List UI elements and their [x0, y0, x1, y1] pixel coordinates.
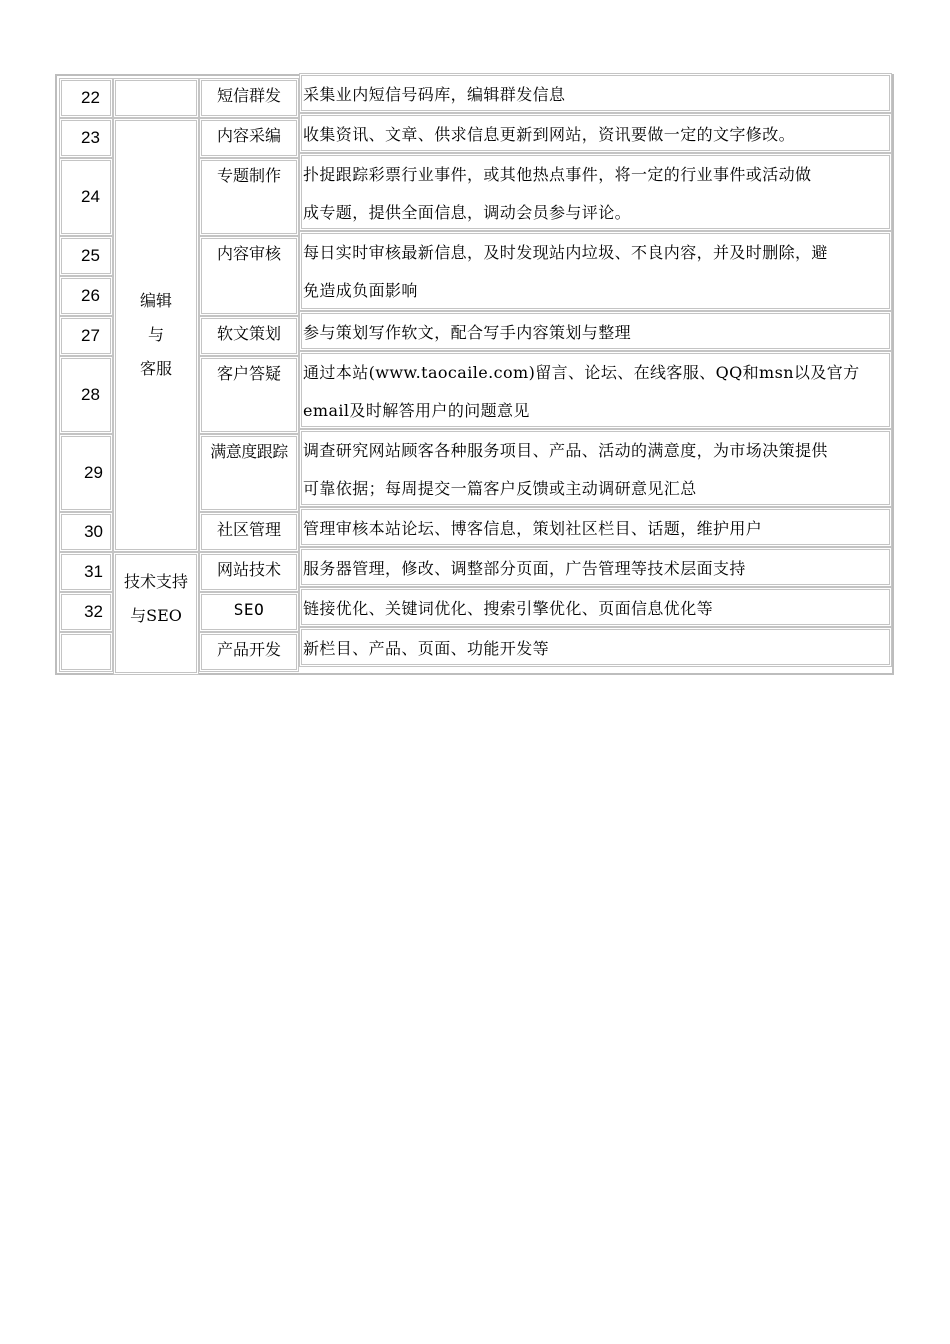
desc-line: 新栏目、产品、页面、功能开发等 — [303, 639, 550, 658]
item-name: 社区管理 — [199, 512, 299, 552]
row-number: 30 — [59, 512, 113, 552]
row-number: 23 — [59, 118, 113, 158]
desc-line: 管理审核本站论坛、博客信息，策划社区栏目、话题，维护用户 — [303, 519, 763, 538]
item-name: 内容采编 — [199, 118, 299, 158]
desc-line: 采集业内短信号码库，编辑群发信息 — [303, 85, 566, 104]
row-number: 26 — [59, 276, 113, 316]
item-description — [299, 627, 892, 667]
category-label: 编辑 — [139, 291, 172, 310]
desc-line: 免造成负面影响 — [303, 281, 418, 300]
category-label: 客服 — [139, 359, 172, 378]
item-name: 专题制作 — [199, 158, 299, 236]
item-description — [299, 587, 892, 627]
category-label: 技术支持 — [123, 572, 188, 591]
duty-table — [55, 74, 894, 675]
item-description — [299, 311, 892, 351]
item-name: SEO — [199, 592, 299, 632]
desc-line: 参与策划写作软文，配合写手内容策划与整理 — [303, 323, 632, 342]
row-number: 32 — [59, 592, 113, 632]
item-name: 内容审核 — [199, 236, 299, 316]
item-description — [299, 153, 892, 231]
category-label: 与SEO — [130, 606, 182, 625]
item-name: 客户答疑 — [199, 356, 299, 434]
desc-line: 扑捉跟踪彩票行业事件，或其他热点事件，将一定的行业事件或活动做 — [303, 165, 812, 184]
item-description — [299, 113, 892, 153]
row-number: 25 — [59, 236, 113, 276]
item-name: 网站技术 — [199, 552, 299, 592]
row-number: 22 — [59, 78, 113, 118]
row-number: 24 — [59, 158, 113, 236]
desc-line: 每日实时审核最新信息，及时发现站内垃圾、不良内容，并及时删除，避 — [303, 243, 828, 262]
item-description — [299, 429, 892, 507]
desc-line: 调查研究网站顾客各种服务项目、产品、活动的满意度，为市场决策提供 — [303, 441, 828, 460]
row-number: 27 — [59, 316, 113, 356]
item-description — [299, 507, 892, 547]
item-name: 满意度跟踪 — [199, 434, 299, 512]
item-description — [299, 547, 892, 587]
desc-line: 服务器管理，修改、调整部分页面，广告管理等技术层面支持 — [303, 559, 746, 578]
desc-line: 可靠依据；每周提交一篇客户反馈或主动调研意见汇总 — [303, 479, 697, 498]
row-number-empty — [59, 632, 113, 672]
item-name: 软文策划 — [199, 316, 299, 356]
item-name: 产品开发 — [199, 632, 299, 672]
item-description — [299, 351, 892, 429]
row-number: 31 — [59, 552, 113, 592]
item-description — [299, 231, 892, 311]
row-number: 29 — [59, 434, 113, 512]
category-editorial — [113, 118, 199, 552]
desc-line: 通过本站(www.taocaile.com)留言、论坛、在线客服、QQ和msn以及官方 — [303, 363, 860, 382]
category-cell-empty — [113, 78, 199, 118]
desc-line: email及时解答用户的问题意见 — [303, 401, 530, 420]
desc-line: 链接优化、关键词优化、搜索引擎优化、页面信息优化等 — [303, 599, 714, 618]
item-name: 短信群发 — [199, 78, 299, 118]
category-label: 与 — [147, 325, 164, 344]
desc-line: 成专题，提供全面信息，调动会员参与评论。 — [303, 203, 632, 222]
item-description — [299, 73, 892, 113]
category-tech — [113, 552, 199, 675]
row-number: 28 — [59, 356, 113, 434]
desc-line: 收集资讯、文章、供求信息更新到网站，资讯要做一定的文字修改。 — [303, 125, 796, 144]
